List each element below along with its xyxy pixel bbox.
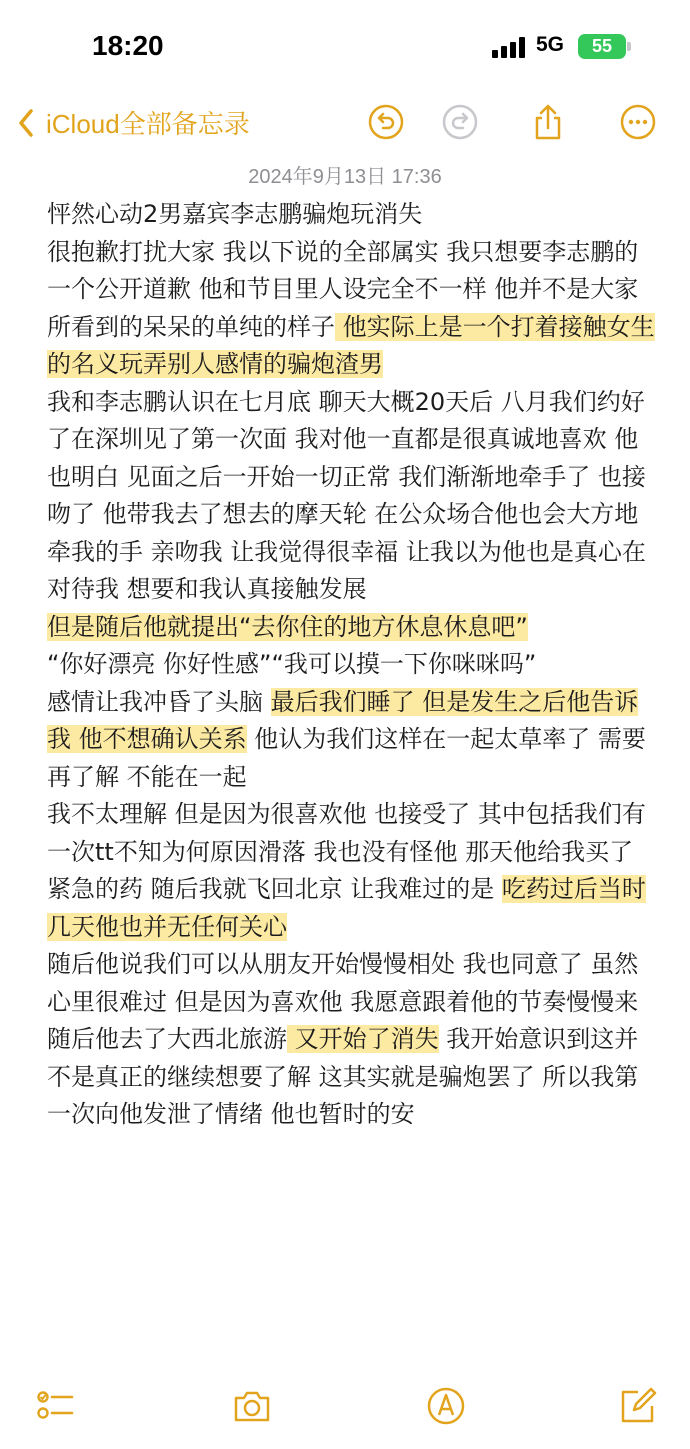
note-paragraph [47,234,657,384]
cellular-signal-icon [492,36,526,58]
checklist-icon[interactable] [36,1386,76,1426]
note-paragraph [47,646,657,684]
battery-icon [578,34,626,59]
status-bar [0,0,690,96]
battery-tip [627,42,631,51]
status-time: 18:20 [92,30,164,61]
note-paragraph [47,196,657,234]
note-body[interactable] [47,196,657,1134]
note-paragraph [47,1021,657,1134]
note-text: 随后他去了大西北旅游 [47,1025,287,1053]
note-text: 我不太理解 但是因为很喜欢他 也接受了 其中包括我们有一次tt不知为何原因滑落 我也没有怪他 那天他给我买了紧急的药 随后我就飞回北京 让我难过的是 [47,800,646,903]
nav-bar [0,96,690,156]
highlighted-text: 又开始了消失 [287,1025,439,1053]
note-text: 感情让我冲昏了头脑 [47,687,271,716]
note-paragraph [47,796,657,946]
more-icon[interactable] [620,104,656,140]
note-text: 我和李志鹏认识在七月底 聊天大概20天后 八月我们约好了在深圳见了第一次面 我对他一直都是很真诚地喜欢 他也明白 见面之后一开始一切正常 我们渐渐地牵手了 也接吻了 他带我去了想去的摩天轮 在公众场合他也会大方地牵我的手 亲吻我 让我觉得很幸福 让我以为他也是真心在对待我 想要和我认真接触发展 [47,387,646,603]
note-text: 随后他说我们可以从朋友开始慢慢相处 我也同意了 虽然心里很难过 但是因为喜欢他 我愿意跟着他的节奏慢慢来 [47,950,639,1016]
compose-icon[interactable] [618,1386,658,1426]
highlighted-text: 他实际上是一个打着接触女生的名义玩弄别人感情的骗炮渣男 [47,312,655,378]
note-paragraph [47,684,657,797]
note-text: 他认为我们这样在一起太草率了 需要再了解 不能在一起 [47,725,646,791]
back-button[interactable] [18,104,250,141]
highlighted-text: 但是随后他就提出“去你住的地方休息休息吧” [47,612,528,641]
note-text: 我开始意识到这并不是真正的继续想要了解 这其实就是骗炮罢了 所以我第一次向他发泄了情绪 他也暂时的安 [47,1025,639,1128]
note-text: 怦然心动2男嘉宾李志鹏骗炮玩消失 [47,200,423,228]
markup-icon[interactable] [426,1386,466,1426]
note-paragraph [47,609,657,647]
note-paragraph [47,384,657,609]
camera-icon[interactable] [232,1386,272,1426]
redo-icon[interactable] [442,104,478,140]
note-date: 2024年9月13日 17:36 [248,166,442,188]
chevron-left-icon [18,109,34,137]
network-type: 5G [536,33,565,56]
battery-level: 55 [591,36,613,56]
note-paragraph [47,946,657,1021]
bottom-toolbar [0,1376,690,1449]
undo-icon[interactable] [368,104,404,140]
back-label: iCloud全部备忘录 [46,109,250,139]
note-text: “你好漂亮 你好性感”“我可以摸一下你咪咪吗” [47,650,537,678]
highlighted-text: 最后我们睡了 但是发生之后他告诉我 他不想确认关系 [47,687,639,753]
share-icon[interactable] [530,104,566,140]
note-text: 很抱歉打扰大家 我以下说的全部属实 我只想要李志鹏的一个公开道歉 他和节目里人设完全不一样 他并不是大家所看到的呆呆的单纯的样子 [47,237,639,341]
highlighted-text: 吃药过后当时几天他也并无任何关心 [47,875,646,941]
